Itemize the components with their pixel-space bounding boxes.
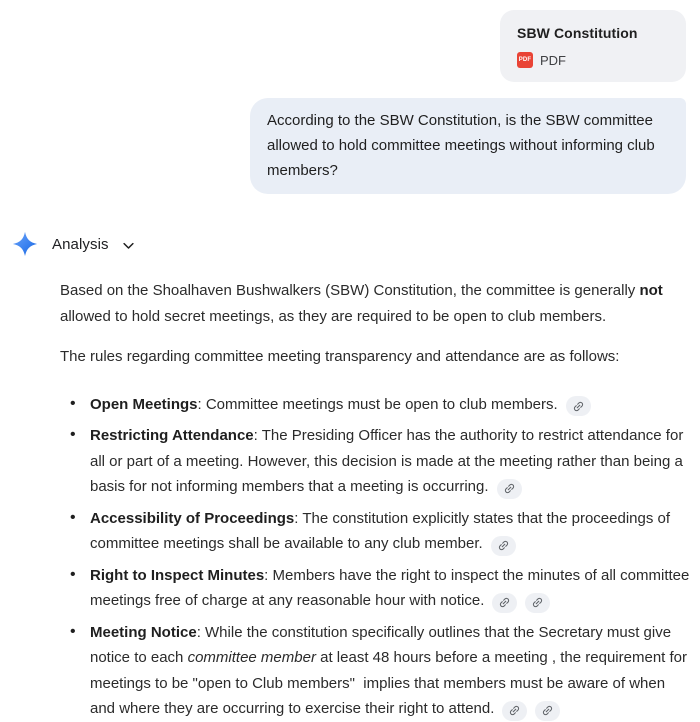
assistant-response bbox=[60, 278, 694, 722]
chevron-down-icon bbox=[121, 238, 136, 253]
rule-list-item bbox=[60, 620, 690, 722]
citation-link-chip[interactable] bbox=[491, 536, 516, 556]
text-segment: at least 48 hours before a meeting , the requirement for meetings to be "open to Club members" implies that members must be aware of when and where they are occurring to exercise their right to attend. bbox=[90, 649, 692, 717]
user-message-text: According to the SBW Constitution, is the SBW committee allowed to hold committee meetings without informing club members? bbox=[267, 112, 655, 179]
user-message-row bbox=[0, 82, 700, 194]
citation-link-chip[interactable] bbox=[492, 593, 517, 613]
rule-list-item bbox=[60, 563, 694, 614]
intro-paragraph bbox=[60, 278, 690, 329]
bold-term: Accessibility of Proceedings bbox=[90, 509, 295, 527]
gemini-sparkle-icon bbox=[12, 231, 38, 257]
citation-link-chip[interactable] bbox=[566, 396, 591, 416]
citation-link-chip[interactable] bbox=[497, 479, 522, 499]
rules-list bbox=[60, 392, 694, 722]
rules-intro-paragraph: The rules regarding committee meeting transparency and attendance are as follows: bbox=[60, 348, 620, 365]
bold-term: Open Meetings bbox=[90, 395, 198, 413]
text-segment: : While the constitution specifically outlines that the Secretary must give notice to each bbox=[90, 623, 676, 666]
pdf-file-icon: PDF bbox=[517, 52, 533, 68]
text-segment: : Members have the right to inspect the minutes of all committee meetings free of charge at any reasonable hour with notice. bbox=[90, 566, 694, 609]
text-segment: : The Presiding Officer has the authority to restrict attendance for all or part of a meeting. However, this decision is made at the meeting rather than being a basis for not informing members that a meeting is occurring. bbox=[90, 427, 688, 495]
link-icon bbox=[569, 397, 587, 415]
rule-list-item bbox=[60, 506, 690, 557]
link-icon bbox=[539, 701, 557, 719]
bold-term: not bbox=[639, 282, 663, 299]
attachment-title: SBW Constitution bbox=[517, 25, 638, 41]
text-segment: Based on the Shoalhaven Bushwalkers (SBW) Constitution, the committee is generally bbox=[60, 282, 640, 299]
italic-text: committee member bbox=[187, 649, 316, 666]
citation-link-chip[interactable] bbox=[525, 593, 550, 613]
attachment-meta bbox=[517, 52, 670, 68]
text-segment: : The constitution explicitly states that the proceedings of committee meetings shall be available to any club member. bbox=[90, 509, 675, 552]
bold-term: Restricting Attendance bbox=[90, 427, 254, 444]
citation-link-chip[interactable] bbox=[502, 701, 527, 721]
attachment-type-label: PDF bbox=[540, 52, 566, 68]
link-icon bbox=[494, 536, 512, 554]
rule-list-item bbox=[60, 423, 690, 500]
link-icon bbox=[506, 701, 524, 719]
text-segment: allowed to hold secret meetings, as they are required to be open to club members. bbox=[60, 282, 667, 325]
text-segment: : Committee meetings must be open to club members. bbox=[197, 395, 558, 413]
link-icon bbox=[496, 593, 514, 611]
bold-term: Right to Inspect Minutes bbox=[90, 566, 265, 584]
attachment-card[interactable] bbox=[500, 10, 686, 82]
user-message-bubble bbox=[250, 98, 686, 194]
bold-term: Meeting Notice bbox=[90, 623, 197, 641]
link-icon bbox=[529, 593, 547, 611]
citation-link-chip[interactable] bbox=[535, 701, 560, 721]
analysis-label: Analysis bbox=[52, 235, 109, 253]
attachment-row bbox=[0, 0, 700, 82]
link-icon bbox=[500, 479, 518, 497]
rule-list-item bbox=[60, 392, 690, 418]
analysis-toggle[interactable] bbox=[12, 231, 136, 257]
